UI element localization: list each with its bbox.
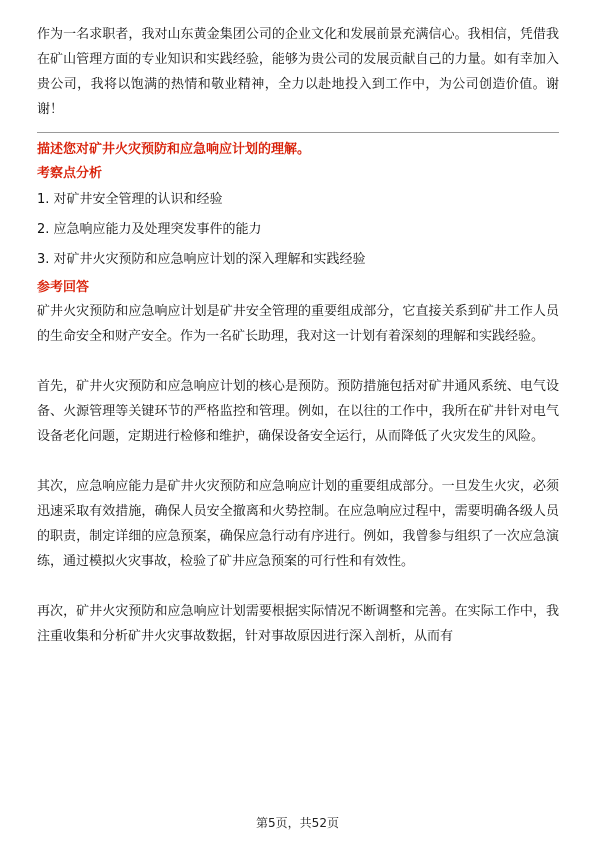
question-heading: 描述您对矿井火灾预防和应急响应计划的理解。 bbox=[37, 142, 311, 157]
section-divider bbox=[37, 132, 559, 133]
answer-paragraph: 其次，应急响应能力是矿井火灾预防和应急响应计划的重要组成部分。一旦发生火灾，必须迅速采取有效措施，确保人员安全撤离和火势控制。在应急响应过程中，需要明确各级人员的职责，制定详细的应急预案，确保应急行动有序进行。例如，我曾参与组织了一次应急演练，通过模拟火灾事故，检验了矿井应急预案的可行性和有效性。 bbox=[37, 479, 559, 569]
document-page bbox=[37, 22, 559, 649]
intro-paragraph: 作为一名求职者，我对山东黄金集团公司的企业文化和发展前景充满信心。我相信，凭借我在矿山管理方面的专业知识和实践经验，能够为贵公司的发展贡献自己的力量。如有幸加入贵公司，我将以饱满的热情和敬业精神，全力以赴地投入到工作中，为公司创造价值。谢谢！ bbox=[37, 27, 559, 117]
answer-title: 参考回答 bbox=[37, 280, 90, 295]
analysis-list bbox=[37, 185, 559, 275]
analysis-point: 3. 对矿井火灾预防和应急响应计划的深入理解和实践经验 bbox=[37, 252, 366, 267]
answer-paragraph: 首先，矿井火灾预防和应急响应计划的核心是预防。预防措施包括对矿井通风系统、电气设备、火源管理等关键环节的严格监控和管理。例如，在以往的工作中，我所在矿井针对电气设备老化问题，定期进行检修和维护，确保设备安全运行，从而降低了火灾发生的风险。 bbox=[37, 379, 559, 444]
page-number: 第5页，共52页 bbox=[256, 816, 339, 830]
answer-paragraph: 再次，矿井火灾预防和应急响应计划需要根据实际情况不断调整和完善。在实际工作中，我注重收集和分析矿井火灾事故数据，针对事故原因进行深入剖析，从而有 bbox=[37, 604, 559, 644]
analysis-title: 考察点分析 bbox=[37, 166, 103, 181]
analysis-point: 2. 应急响应能力及处理突发事件的能力 bbox=[37, 222, 262, 237]
answer-paragraph: 矿井火灾预防和应急响应计划是矿井安全管理的重要组成部分，它直接关系到矿井工作人员的生命安全和财产安全。作为一名矿长助理，我对这一计划有着深刻的理解和实践经验。 bbox=[37, 304, 559, 344]
analysis-point: 1. 对矿井安全管理的认识和经验 bbox=[37, 192, 223, 207]
